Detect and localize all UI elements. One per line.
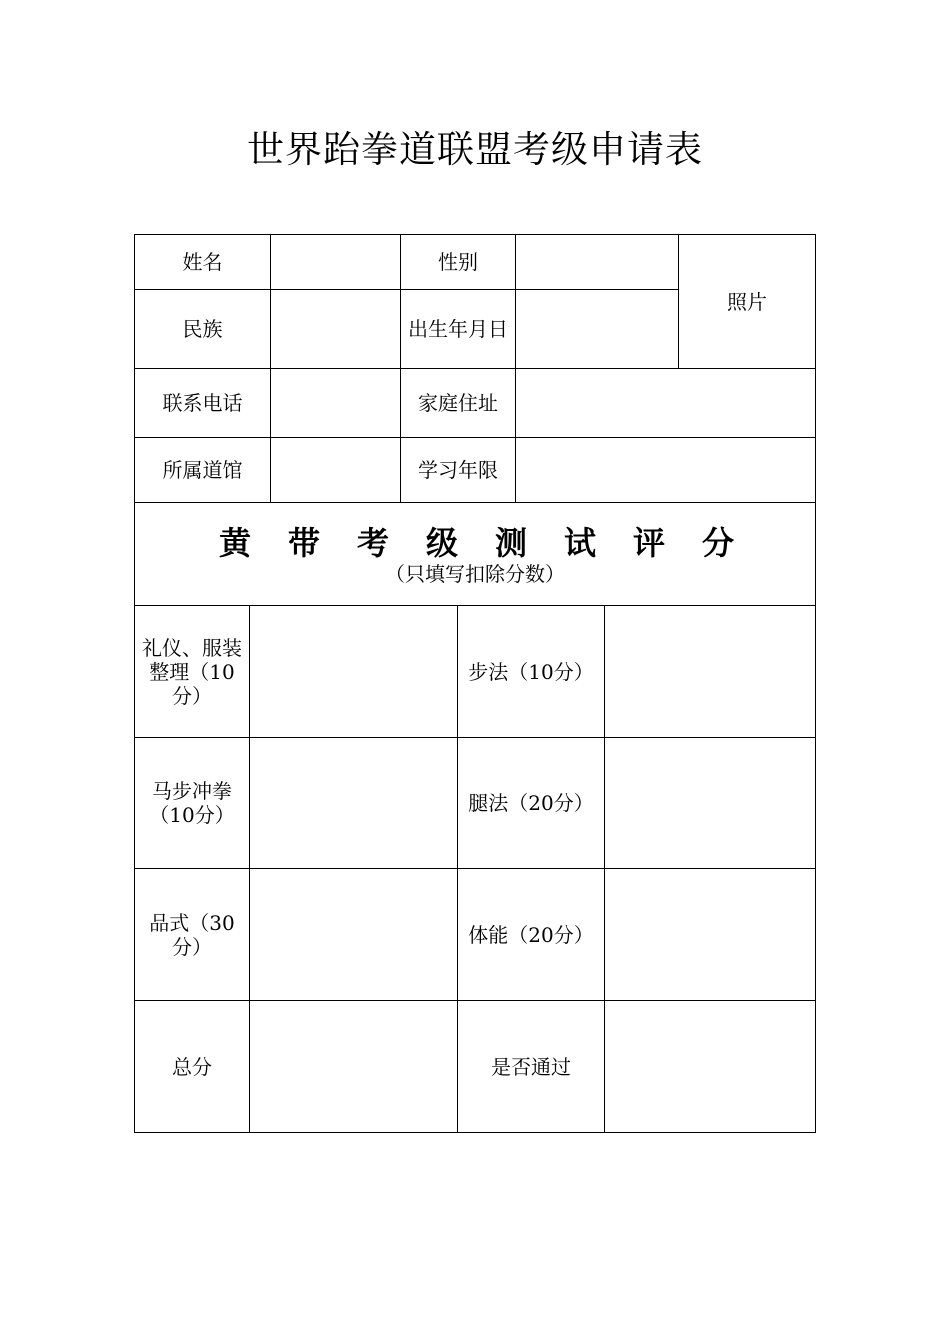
kicking-score-field[interactable] bbox=[605, 738, 816, 869]
birthdate-label: 出生年月日 bbox=[401, 290, 516, 369]
address-field[interactable] bbox=[516, 369, 816, 438]
photo-box: 照片 bbox=[679, 235, 816, 369]
pass-status-field[interactable] bbox=[605, 1001, 816, 1133]
total-score-label: 总分 bbox=[135, 1001, 250, 1133]
dojang-label: 所属道馆 bbox=[135, 438, 271, 503]
ethnicity-field[interactable] bbox=[271, 290, 401, 369]
study-years-label: 学习年限 bbox=[401, 438, 516, 503]
etiquette-score-field[interactable] bbox=[250, 606, 458, 738]
page-title: 世界跆拳道联盟考级申请表 bbox=[247, 128, 703, 171]
footwork-label: 步法（10分） bbox=[458, 606, 605, 738]
horse-stance-punch-label: 马步冲拳（10分） bbox=[135, 738, 250, 869]
etiquette-label: 礼仪、服装整理（10分） bbox=[135, 606, 250, 738]
gender-label: 性别 bbox=[401, 235, 516, 290]
pass-status-label: 是否通过 bbox=[458, 1001, 605, 1133]
total-score-field[interactable] bbox=[250, 1001, 458, 1133]
application-form-table bbox=[134, 234, 816, 1133]
poomsae-label: 品式（30分） bbox=[135, 869, 250, 1001]
evaluation-note: （只填写扣除分数） bbox=[385, 562, 565, 586]
birthdate-field[interactable] bbox=[516, 290, 679, 369]
phone-label: 联系电话 bbox=[135, 369, 271, 438]
name-field[interactable] bbox=[271, 235, 401, 290]
footwork-score-field[interactable] bbox=[605, 606, 816, 738]
fitness-label: 体能（20分） bbox=[458, 869, 605, 1001]
address-label: 家庭住址 bbox=[401, 369, 516, 438]
fitness-score-field[interactable] bbox=[605, 869, 816, 1001]
poomsae-score-field[interactable] bbox=[250, 869, 458, 1001]
gender-field[interactable] bbox=[516, 235, 679, 290]
evaluation-header bbox=[135, 503, 816, 606]
ethnicity-label: 民族 bbox=[135, 290, 271, 369]
study-years-field[interactable] bbox=[516, 438, 816, 503]
name-label: 姓名 bbox=[135, 235, 271, 290]
phone-field[interactable] bbox=[271, 369, 401, 438]
kicking-label: 腿法（20分） bbox=[458, 738, 605, 869]
horse-stance-punch-score-field[interactable] bbox=[250, 738, 458, 869]
dojang-field[interactable] bbox=[271, 438, 401, 503]
evaluation-heading: 黄带考级测试评分 bbox=[218, 524, 771, 562]
